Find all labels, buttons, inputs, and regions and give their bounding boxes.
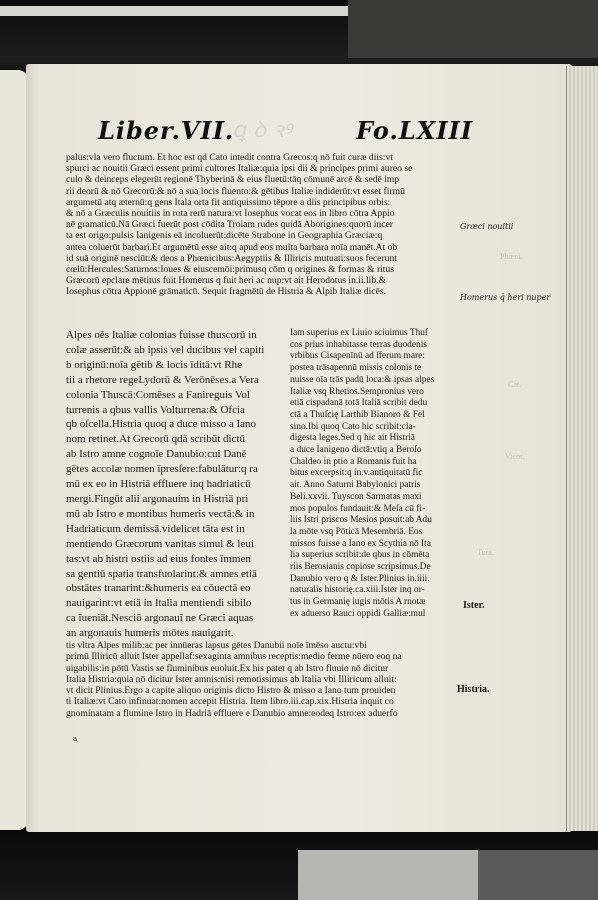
background-top-band <box>0 0 598 62</box>
text-line: ab Istro amne cognoīe Danubio:cui Danē <box>66 448 247 461</box>
page-block-edges <box>566 66 598 831</box>
text-line: an argonauis humeris mōtes nauigarit. <box>66 627 234 640</box>
bottom-paragraph <box>66 640 464 719</box>
printer-mark: a <box>73 735 78 743</box>
text-line: missos fuisse a Iano ex Scythia nō Ita <box>290 538 431 549</box>
page-header <box>98 116 473 154</box>
text-line: vt dicit Plinius.Ergo a capite aliquo originis dicto Histro & misso a Iano tum prouiden <box>66 685 396 697</box>
text-line: qb oſcella.Histria quoq a duce misso a Iano <box>66 418 257 431</box>
text-line: Danubio vero q & Ister.Plinius in.iiii. <box>290 573 430 584</box>
text-line: & nō a Græculis nouitiis in rota rerū natura:vt Iosephus vocat eos in libro cōtra Appio <box>66 208 395 220</box>
text-line: Græcorū epclare mētitus fuit Homerus q fuit heri ac nup:vt ait Herodotus in.ii.lib.& <box>66 275 386 287</box>
text-line: argumetū atq æternū:q gens Itala orta fit antiquissimo tēpore a diis principibus orbis: <box>66 196 391 208</box>
text-line: ctā a Thuſcię Larthib Bianoro & Fel <box>290 409 425 420</box>
text-line: postea trāsapennū missis colonis te <box>290 363 422 374</box>
text-line: naturalis historię.ca.xiii.Ister inq or- <box>290 585 425 596</box>
book-number-heading: Liber.VII. <box>98 116 235 145</box>
text-line: tas:vt ab histri ostiis ad eius fontes īmmen <box>66 552 251 565</box>
top-paragraph <box>66 152 464 298</box>
text-line: tii a rhetore regeLydorū & Verōnēses.a Vera <box>66 373 259 386</box>
text-line: colæ asserūt:& ab ipsis vel ducibus vel capiti <box>66 343 265 356</box>
text-line: nuisse oīa trās padū loca:& ipsas alpes <box>290 374 435 385</box>
text-line: vrbibus Cisapenīnū ad ſferum mare: <box>290 351 425 362</box>
handwritten-marginal-note: Homerus q̄ heri nuper <box>460 293 551 302</box>
text-line: sino.Ibi quoq Cato hic scribit:cla- <box>290 421 416 432</box>
text-line: digesta leges.Sed q hic ait Histriā <box>290 433 415 444</box>
bottom-right-dark-block <box>478 850 598 900</box>
text-line: b originū:noīa gētib & locis īditā:vt Rhe <box>66 358 242 371</box>
side-note-ister: Ister. <box>463 600 485 611</box>
background-bottom-band <box>0 830 598 900</box>
show-through-text: ꝗ ꝺ ꝛꝰ <box>232 118 292 143</box>
text-line: ca īueniāt.Nesciō argonauī ne Græci aquas <box>66 612 254 625</box>
text-line: nē gramaticū.Nā Græci fuerūt post cōdita Troiam rudes quidā Aborigines:quorū incer <box>66 219 393 231</box>
text-line: gnominatam a flumine Istro in Hadriā effluere e Danubio amne:eodeq Istro:ex aduerfo <box>66 707 398 719</box>
text-line: liis Istri priscos Mesios posuit:ab Adu <box>290 515 432 526</box>
text-line: turrenis a qbus vallis Volturrena:& Ofcia <box>66 403 245 416</box>
show-through-text: Cat. <box>508 380 522 389</box>
text-line: lia superius scribit:de qbus in cōmēta <box>290 550 430 561</box>
text-line: Iosephus cōtra Appionē grāmaticū. Sequit fragmētū de Histria & Alpib Italiæ dicēs. <box>66 286 386 298</box>
text-line: antea coluerūt barbari.Et argumētū esse ait:q apud eos multa barbara noīa manēt.At ob <box>66 241 398 253</box>
text-line: Chaldeo in ptio a Romanis fuit ha <box>290 456 417 467</box>
text-line: cos prius inhabitasse terras duodenis <box>290 339 427 350</box>
text-line: bitus excerpsit:q in.v.antiquitatū fic <box>290 468 423 479</box>
text-line: ex aduerso Rauci oppidi Galliæ:mul <box>290 608 426 619</box>
text-line: obstātes tranarint:&humeris ea cōuectā eo <box>66 582 251 595</box>
right-column <box>290 328 468 621</box>
text-line: rii deorū & nō Grecorū:& nō a sua locis fluento:& gētibus Italiæ indiderūt:vt esset firmū <box>66 185 405 197</box>
show-through-text: Phœni. <box>500 252 523 261</box>
text-line: a duce Ianigeno dictā:vtiq a Beroſo <box>290 445 422 456</box>
text-line: Italiæ vsq Rhetios.Sempronius vero <box>290 386 424 397</box>
text-line: mū ab Istro e montibus humeris vectā:& in <box>66 507 255 520</box>
show-through-text: Vicor. <box>505 452 525 461</box>
facing-page-edge <box>0 70 28 830</box>
text-line: ta est origo:pulsis Ianigenis eā incoluerūt:dicēte Strabone in Geographia Græciæ:q <box>66 230 383 242</box>
text-line: mentiendo Græcorum vanitas simul & leui <box>66 537 254 550</box>
text-line: ti Italiæ:vt Cato infinuat:nomen accepit Histria. Item libro.iii.cap.xix.Histria inquit co <box>66 696 394 708</box>
text-line: mos populos fundauit:& Meſa cū fi- <box>290 503 426 514</box>
text-line: culo & deinceps elegerūt regionē Thyberinā & eius fluetū:tāq cōmunē arcē & sedē imp <box>66 174 400 186</box>
text-line: gētes accolæ nomen īpresſere:fabulātur:q ra <box>66 463 258 476</box>
text-line: primū Illiricū alluit Ister appellaf:sexaginta amnibus receptis:medio ferme nūero eoq na <box>66 651 402 663</box>
text-line: tus in Germanię iugis mōtis A rnotæ <box>290 597 426 608</box>
text-line: id suā originē nesciūt:& deos a Phœnicibus:Aegyptiis & Illiricis mutuati:suos fecerunt <box>66 252 397 264</box>
text-line: nauigarint:vt etiā in Italia mentiendi sibilo <box>66 597 252 610</box>
text-line: Alpes oēs Italiæ colonias fuisse thuscorū in <box>66 329 257 341</box>
show-through-text: Tura. <box>477 548 494 557</box>
text-line: nom retinet.At Grecorū qdā scribūt dictū <box>66 433 246 446</box>
side-note-histria: Histria. <box>457 684 490 695</box>
text-line: Beli.xxvii. Tuyscon Sarmatas maxi <box>290 491 422 502</box>
text-line: mū ex eo in Histriā effluere inq hadriaticū <box>66 478 251 491</box>
top-right-block <box>348 0 598 58</box>
text-line: Iam superius ex Liuio sciuimus Thuſ <box>290 328 428 338</box>
text-line: cœlū:Hercules:Saturnos:Ioues & eiuscemōi:primusq cōm q origines & formas & ritus <box>66 264 394 276</box>
text-line: ait. Anno Saturni Babylonici patris <box>290 480 421 491</box>
text-line: tis vltra Alpes milib:ac per innūeras lapsus gētes Danubii noīe īmēso auctu:vbi <box>66 640 367 651</box>
text-line: Hadriaticum demissā.videlicet tāta est in <box>66 522 245 535</box>
text-line: colonia Thuscā:Comēses a Fanireguis Vol <box>66 388 250 401</box>
text-line: mergi.Fingūt alii argonauim in Histriā pri <box>66 492 249 505</box>
text-line: sa gentiū spatia transfuolarint:& amnes etiā <box>66 567 257 580</box>
text-line: palus:vla vero fluctum. Et hoc est qd Cato intedit contra Grecos:q nō fuit curæ diis:vt <box>66 152 393 163</box>
text-line: Italia Histria:quia nō dicitur Ister amnis:nisi remotissimus ab Italia vbi Illiricum alluit: <box>66 673 397 685</box>
folio-number-heading: Fo.LXIII <box>356 116 473 145</box>
left-column <box>66 328 280 641</box>
handwritten-marginal-note: Græci nouitii <box>460 222 514 231</box>
text-line: riis Berosianis copiose scripsimus.De <box>290 562 431 573</box>
text-line: la mōte vsq Pōticā Mesembriā. Eos <box>290 526 423 537</box>
text-line: spurci ac nouitii Græci essent primi cultores Italiæ:quia ipsi dii & principes primi aureo se <box>66 163 413 175</box>
text-line: etiā cispadanā totā Italiā scribit dedu <box>290 398 428 409</box>
text-line: uigabilis:in pōtū Vastis se fluminibus euoluit.Ex his patet q ab Istro fluuio nō dicitur <box>66 662 389 674</box>
